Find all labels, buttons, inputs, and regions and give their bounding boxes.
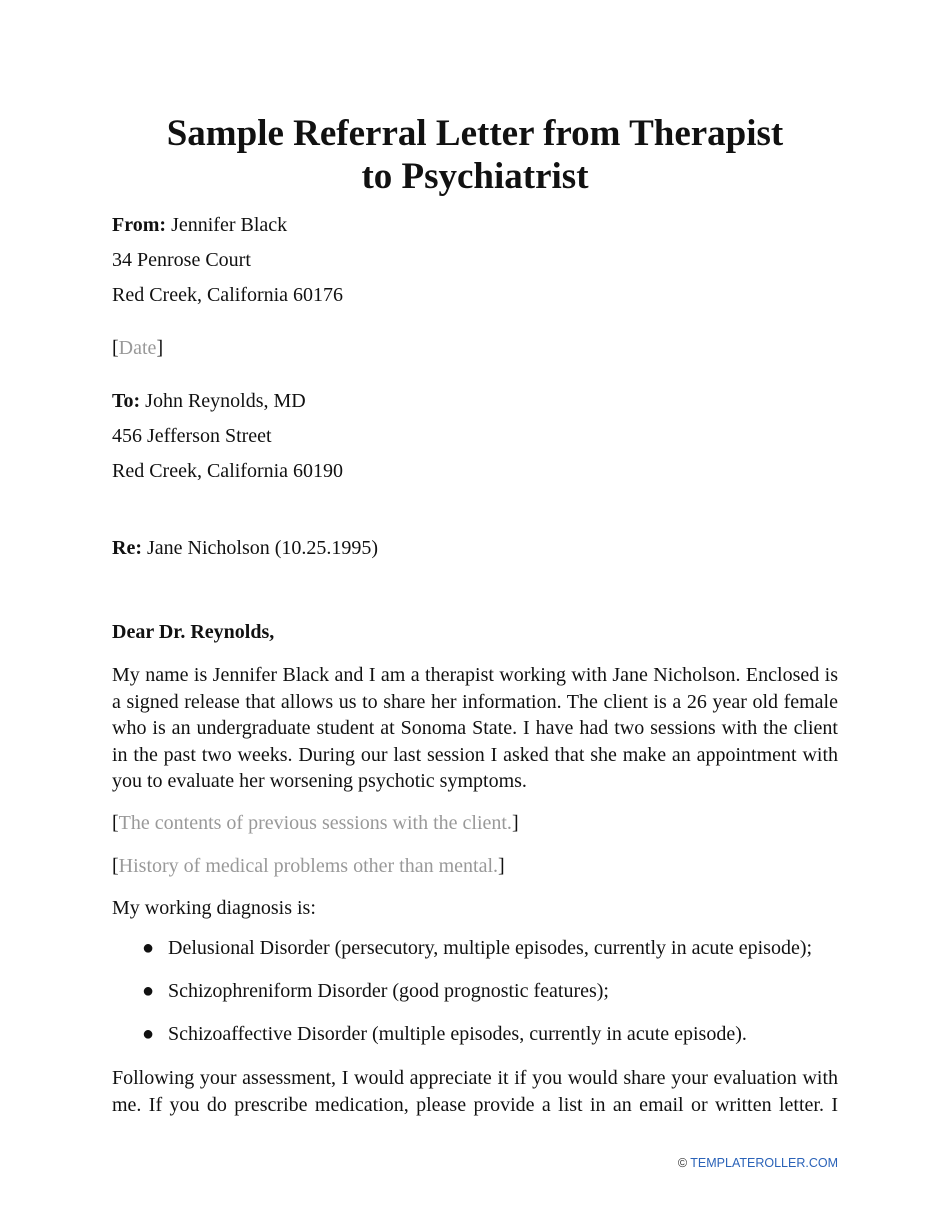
templateroller-link[interactable]: TEMPLATEROLLER.COM [690,1156,838,1170]
recipient-city: Red Creek, California 60190 [112,460,344,482]
history-bracket-close: ] [498,855,505,877]
bullet-icon: ● [142,937,155,959]
sessions-bracket-close: ] [511,812,519,834]
sender-city: Red Creek, California 60176 [112,284,344,306]
re-value: Jane Nicholson (10.25.1995) [146,537,379,559]
sessions-bracket-open: [ [112,812,119,834]
sender-name-line [112,212,838,238]
date-bracket-close: ] [156,337,164,359]
history-bracket-open: [ [112,855,119,877]
sessions-placeholder: The contents of previous sessions with the client. [118,812,512,834]
page-title [112,112,838,198]
list-item [112,935,838,978]
sender-label: From: [112,214,167,236]
bullet-icon: ● [142,980,155,1002]
title-line-1: Sample Referral Letter from Therapist [166,113,784,154]
recipient-name: John Reynolds, MD [145,390,306,412]
recipient-name-line [112,388,838,414]
re-line [112,535,838,561]
recipient-street: 456 Jefferson Street [112,425,272,447]
history-placeholder-line [112,853,838,879]
date-placeholder: Date [118,337,157,359]
intro-paragraph: My name is Jennifer Black and I am a therapist working with Jane Nicholson. Enclosed is a signed release that allows us to share her information. The client is a 26 year old female who is an undergraduate student at Sonoma State. I have had two sessions with the client in the past two weeks. During our last session I asked that she make an appointment with you to evaluate her worsening psychotic symptoms. [112,664,838,792]
list-item [112,1021,838,1064]
list-item [112,978,838,1021]
date-bracket-open: [ [112,337,119,359]
date-placeholder-line [112,335,838,361]
salutation: Dear Dr. Reynolds, [112,621,275,643]
closing-paragraph: Following your assessment, I would appreciate it if you would share your evaluation with me. If you do prescribe medication, please provide a list in an email or written letter. I [112,1067,838,1116]
re-label: Re: [112,537,142,559]
sender-street: 34 Penrose Court [112,249,251,271]
diagnosis-intro: My working diagnosis is: [112,897,316,919]
diagnosis-text: Delusional Disorder (persecutory, multiple episodes, currently in acute episode); [168,937,813,959]
copyright-symbol: © [677,1156,688,1170]
bullet-icon: ● [142,1023,155,1045]
diagnosis-list [112,935,838,1064]
footer-credit [678,1155,838,1171]
recipient-label: To: [112,390,141,412]
title-line-2: to Psychiatrist [361,156,589,197]
sessions-placeholder-line [112,810,838,836]
diagnosis-text: Schizoaffective Disorder (multiple episodes, currently in acute episode). [168,1023,747,1045]
sender-name: Jennifer Black [171,214,288,236]
diagnosis-text: Schizophreniform Disorder (good prognostic features); [168,980,609,1002]
history-placeholder: History of medical problems other than mental. [118,855,499,877]
